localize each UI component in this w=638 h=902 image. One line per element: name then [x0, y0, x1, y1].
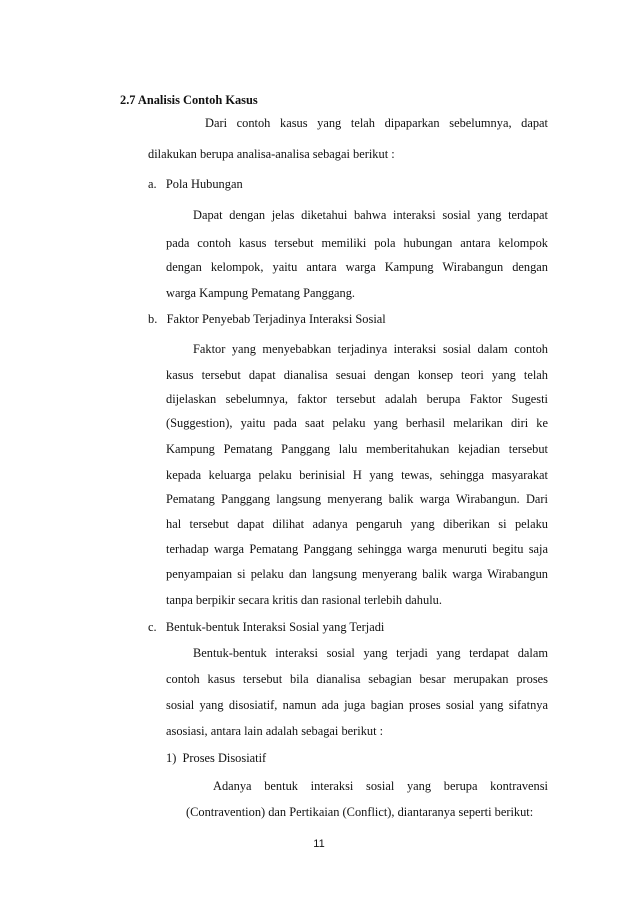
item-c-title: c. Bentuk-bentuk Interaksi Sosial yang Terjadi — [148, 620, 385, 634]
item-b-line-7: Pematang Panggang langsung menyerang balik warga Wirabangun. Dari — [166, 492, 548, 506]
intro-line-2: dilakukan berupa analisa-analisa sebagai berikut : — [148, 147, 395, 161]
subitem-line-1: Adanya bentuk interaksi sosial yang berupa kontravensi — [213, 779, 548, 793]
subitem-title: 1) Proses Disosiatif — [166, 751, 267, 765]
intro-line-1: Dari contoh kasus yang telah dipaparkan sebelumnya, dapat — [205, 116, 548, 130]
item-b-line-6: kepada keluarga pelaku berinisial H yang tewas, sehingga masyarakat — [166, 468, 548, 482]
item-b-line-4: (Suggestion), yaitu pada saat pelaku yang berhasil melarikan diri ke — [166, 416, 548, 430]
item-a-line-3: dengan kelompok, yaitu antara warga Kampung Wirabangun dengan — [166, 260, 548, 274]
section-heading: 2.7 Analisis Contoh Kasus — [120, 93, 258, 107]
item-b-line-1: Faktor yang menyebabkan terjadinya interaksi sosial dalam contoh — [193, 342, 548, 356]
item-c-line-3: sosial yang disosiatif, namun ada juga bagian proses sosial yang sifatnya — [166, 698, 548, 712]
item-b-line-2: kasus tersebut dapat dianalisa sesuai dengan konsep teori yang telah — [166, 368, 548, 382]
item-b-line-11: tanpa berpikir secara kritis dan rasional terlebih dahulu. — [166, 593, 442, 607]
item-b-line-8: hal tersebut dapat dilihat adanya pengaruh yang diberikan si pelaku — [166, 517, 548, 531]
item-b-title: b. Faktor Penyebab Terjadinya Interaksi Sosial — [148, 312, 386, 326]
item-a-line-2: pada contoh kasus tersebut memiliki pola hubungan antara kelompok — [166, 236, 548, 250]
item-c-line-4: asosiasi, antara lain adalah sebagai berikut : — [166, 724, 384, 738]
item-c-line-2: contoh kasus tersebut bila dianalisa sebagian besar merupakan proses — [166, 672, 548, 686]
item-a-line-4: warga Kampung Pematang Panggang. — [166, 286, 356, 300]
item-a-title: a. Pola Hubungan — [148, 177, 243, 191]
item-b-line-5: Kampung Pematang Panggang lalu memberitahukan kejadian tersebut — [166, 442, 548, 456]
subitem-line-2: (Contravention) dan Pertikaian (Conflict), diantaranya seperti berikut: — [186, 805, 534, 819]
page-number: 11 — [313, 838, 325, 850]
item-c-line-1: Bentuk-bentuk interaksi sosial yang terjadi yang terdapat dalam — [193, 646, 548, 660]
item-a-line-1: Dapat dengan jelas diketahui bahwa interaksi sosial yang terdapat — [193, 208, 548, 222]
item-b-line-10: penyampaian si pelaku dan langsung menyerang balik warga Wirabangun — [166, 567, 548, 581]
item-b-line-3: dijelaskan sebelumnya, faktor tersebut adalah berupa Faktor Sugesti — [166, 392, 548, 406]
item-b-line-9: terhadap warga Pematang Panggang sehingga warga menuruti begitu saja — [166, 542, 548, 556]
